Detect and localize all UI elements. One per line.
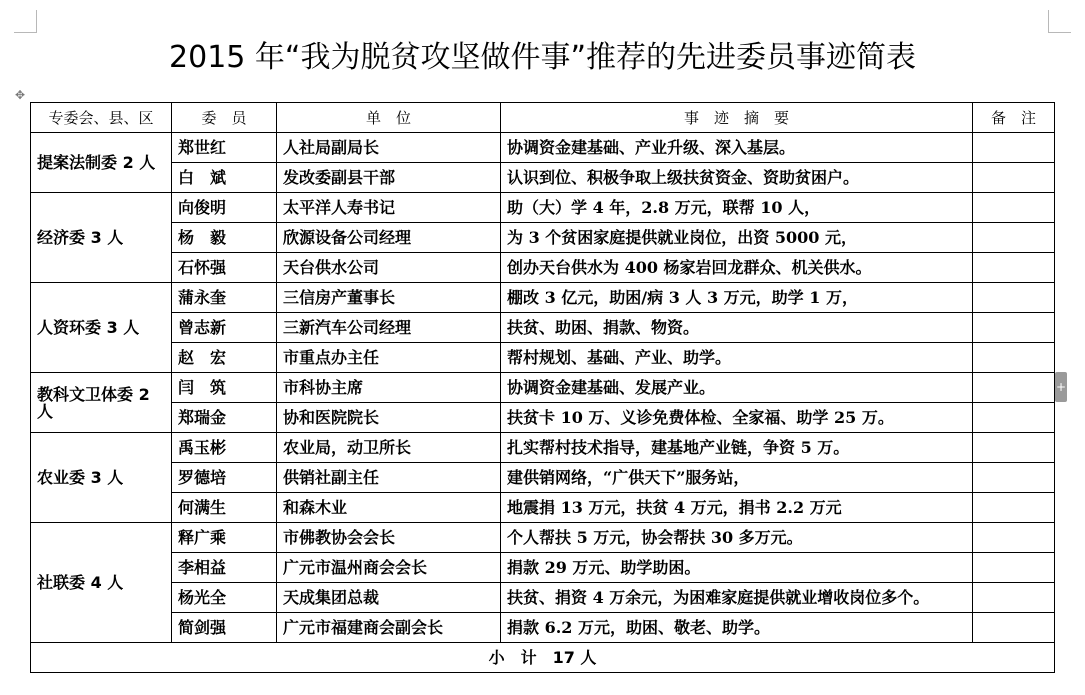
table-row — [31, 523, 1055, 553]
document-title: 2015 年“我为脱贫攻坚做件事”推荐的先进委员事迹简表 — [169, 40, 916, 75]
member-unit: 协和医院院长 — [277, 403, 501, 433]
member-name: 赵 宏 — [172, 343, 277, 373]
member-note — [973, 163, 1055, 193]
member-deeds: 扶贫、助困、捐款、物资。 — [501, 313, 973, 343]
table-row — [31, 433, 1055, 463]
member-note — [973, 463, 1055, 493]
member-deeds: 为 3 个贫困家庭提供就业岗位，出资 5000 元， — [501, 223, 973, 253]
member-unit: 太平洋人寿书记 — [277, 193, 501, 223]
header-note: 备 注 — [973, 103, 1055, 133]
member-deeds: 扶贫、捐资 4 万余元，为困难家庭提供就业增收岗位多个。 — [501, 583, 973, 613]
member-deeds: 地震捐 13 万元，扶贫 4 万元，捐书 2.2 万元 — [501, 493, 973, 523]
member-note — [973, 433, 1055, 463]
member-name: 罗德培 — [172, 463, 277, 493]
member-name: 郑瑞金 — [172, 403, 277, 433]
table-row — [31, 133, 1055, 163]
member-note — [973, 613, 1055, 643]
table-header-row — [31, 103, 1055, 133]
member-unit: 天台供水公司 — [277, 253, 501, 283]
group-label: 社联委 4 人 — [31, 523, 172, 643]
member-name: 白 斌 — [172, 163, 277, 193]
table-row — [31, 343, 1055, 373]
member-deeds: 捐款 29 万元、助学助困。 — [501, 553, 973, 583]
add-row-icon[interactable]: + — [1055, 372, 1067, 402]
member-deeds: 协调资金建基础、产业升级、深入基层。 — [501, 133, 973, 163]
table-row — [31, 463, 1055, 493]
table-row — [31, 253, 1055, 283]
table-row — [31, 283, 1055, 313]
group-label: 提案法制委 2 人 — [31, 133, 172, 193]
member-name: 杨光全 — [172, 583, 277, 613]
page-corner-mark-top-right — [1048, 10, 1071, 33]
table-row — [31, 193, 1055, 223]
member-name: 郑世红 — [172, 133, 277, 163]
member-deeds: 捐款 6.2 万元，助困、敬老、助学。 — [501, 613, 973, 643]
member-name: 简剑强 — [172, 613, 277, 643]
total-count: 小 计 17 人 — [31, 643, 1055, 673]
member-note — [973, 403, 1055, 433]
member-note — [973, 223, 1055, 253]
member-note — [973, 283, 1055, 313]
member-unit: 广元市福建商会副会长 — [277, 613, 501, 643]
deeds-table — [30, 102, 1055, 673]
member-unit: 和森木业 — [277, 493, 501, 523]
member-note — [973, 313, 1055, 343]
member-name: 禹玉彬 — [172, 433, 277, 463]
member-name: 向俊明 — [172, 193, 277, 223]
header-group: 专委会、县、区 — [31, 103, 172, 133]
member-unit: 三新汽车公司经理 — [277, 313, 501, 343]
table-row — [31, 223, 1055, 253]
member-name: 杨 毅 — [172, 223, 277, 253]
table-row — [31, 373, 1055, 403]
member-deeds: 创办天台供水为 400 杨家岩回龙群众、机关供水。 — [501, 253, 973, 283]
member-name: 何满生 — [172, 493, 277, 523]
member-note — [973, 253, 1055, 283]
member-note — [973, 193, 1055, 223]
table-row — [31, 163, 1055, 193]
member-note — [973, 553, 1055, 583]
member-deeds: 认识到位、积极争取上级扶贫资金、资助贫困户。 — [501, 163, 973, 193]
member-deeds: 助（大）学 4 年，2.8 万元，联帮 10 人， — [501, 193, 973, 223]
member-name: 蒲永奎 — [172, 283, 277, 313]
member-name: 李相益 — [172, 553, 277, 583]
member-deeds: 帮村规划、基础、产业、助学。 — [501, 343, 973, 373]
header-unit: 单 位 — [277, 103, 501, 133]
group-label: 人资环委 3 人 — [31, 283, 172, 373]
move-arrows-icon[interactable]: ✥ — [14, 88, 26, 102]
member-unit: 市重点办主任 — [277, 343, 501, 373]
header-member: 委 员 — [172, 103, 277, 133]
member-name: 释广乘 — [172, 523, 277, 553]
table-row — [31, 493, 1055, 523]
table-row — [31, 613, 1055, 643]
member-deeds: 个人帮扶 5 万元，协会帮扶 30 多万元。 — [501, 523, 973, 553]
member-unit: 广元市温州商会会长 — [277, 553, 501, 583]
member-deeds: 建供销网络，“广供天下”服务站， — [501, 463, 973, 493]
member-unit: 天成集团总裁 — [277, 583, 501, 613]
table-row — [31, 313, 1055, 343]
member-deeds: 棚改 3 亿元，助困/病 3 人 3 万元，助学 1 万， — [501, 283, 973, 313]
member-unit: 欣源设备公司经理 — [277, 223, 501, 253]
member-unit: 供销社副主任 — [277, 463, 501, 493]
member-unit: 发改委副县干部 — [277, 163, 501, 193]
member-deeds: 扎实帮村技术指导，建基地产业链，争资 5 万。 — [501, 433, 973, 463]
group-label: 经济委 3 人 — [31, 193, 172, 283]
member-note — [973, 133, 1055, 163]
member-deeds: 协调资金建基础、发展产业。 — [501, 373, 973, 403]
member-unit: 市佛教协会会长 — [277, 523, 501, 553]
member-note — [973, 373, 1055, 403]
header-deeds: 事 迹 摘 要 — [501, 103, 973, 133]
member-name: 曾志新 — [172, 313, 277, 343]
member-unit: 三信房产董事长 — [277, 283, 501, 313]
group-label: 农业委 3 人 — [31, 433, 172, 523]
table-row — [31, 583, 1055, 613]
member-unit: 市科协主席 — [277, 373, 501, 403]
table-row — [31, 403, 1055, 433]
member-note — [973, 343, 1055, 373]
member-note — [973, 493, 1055, 523]
member-unit: 人社局副局长 — [277, 133, 501, 163]
member-name: 石怀强 — [172, 253, 277, 283]
member-note — [973, 523, 1055, 553]
member-deeds: 扶贫卡 10 万、义诊免费体检、全家福、助学 25 万。 — [501, 403, 973, 433]
member-name: 闫 筑 — [172, 373, 277, 403]
page-corner-mark-top-left — [14, 10, 37, 33]
group-label: 教科文卫体委 2 人 — [31, 373, 172, 433]
table-row — [31, 553, 1055, 583]
total-row — [31, 643, 1055, 673]
member-note — [973, 583, 1055, 613]
member-unit: 农业局，动卫所长 — [277, 433, 501, 463]
